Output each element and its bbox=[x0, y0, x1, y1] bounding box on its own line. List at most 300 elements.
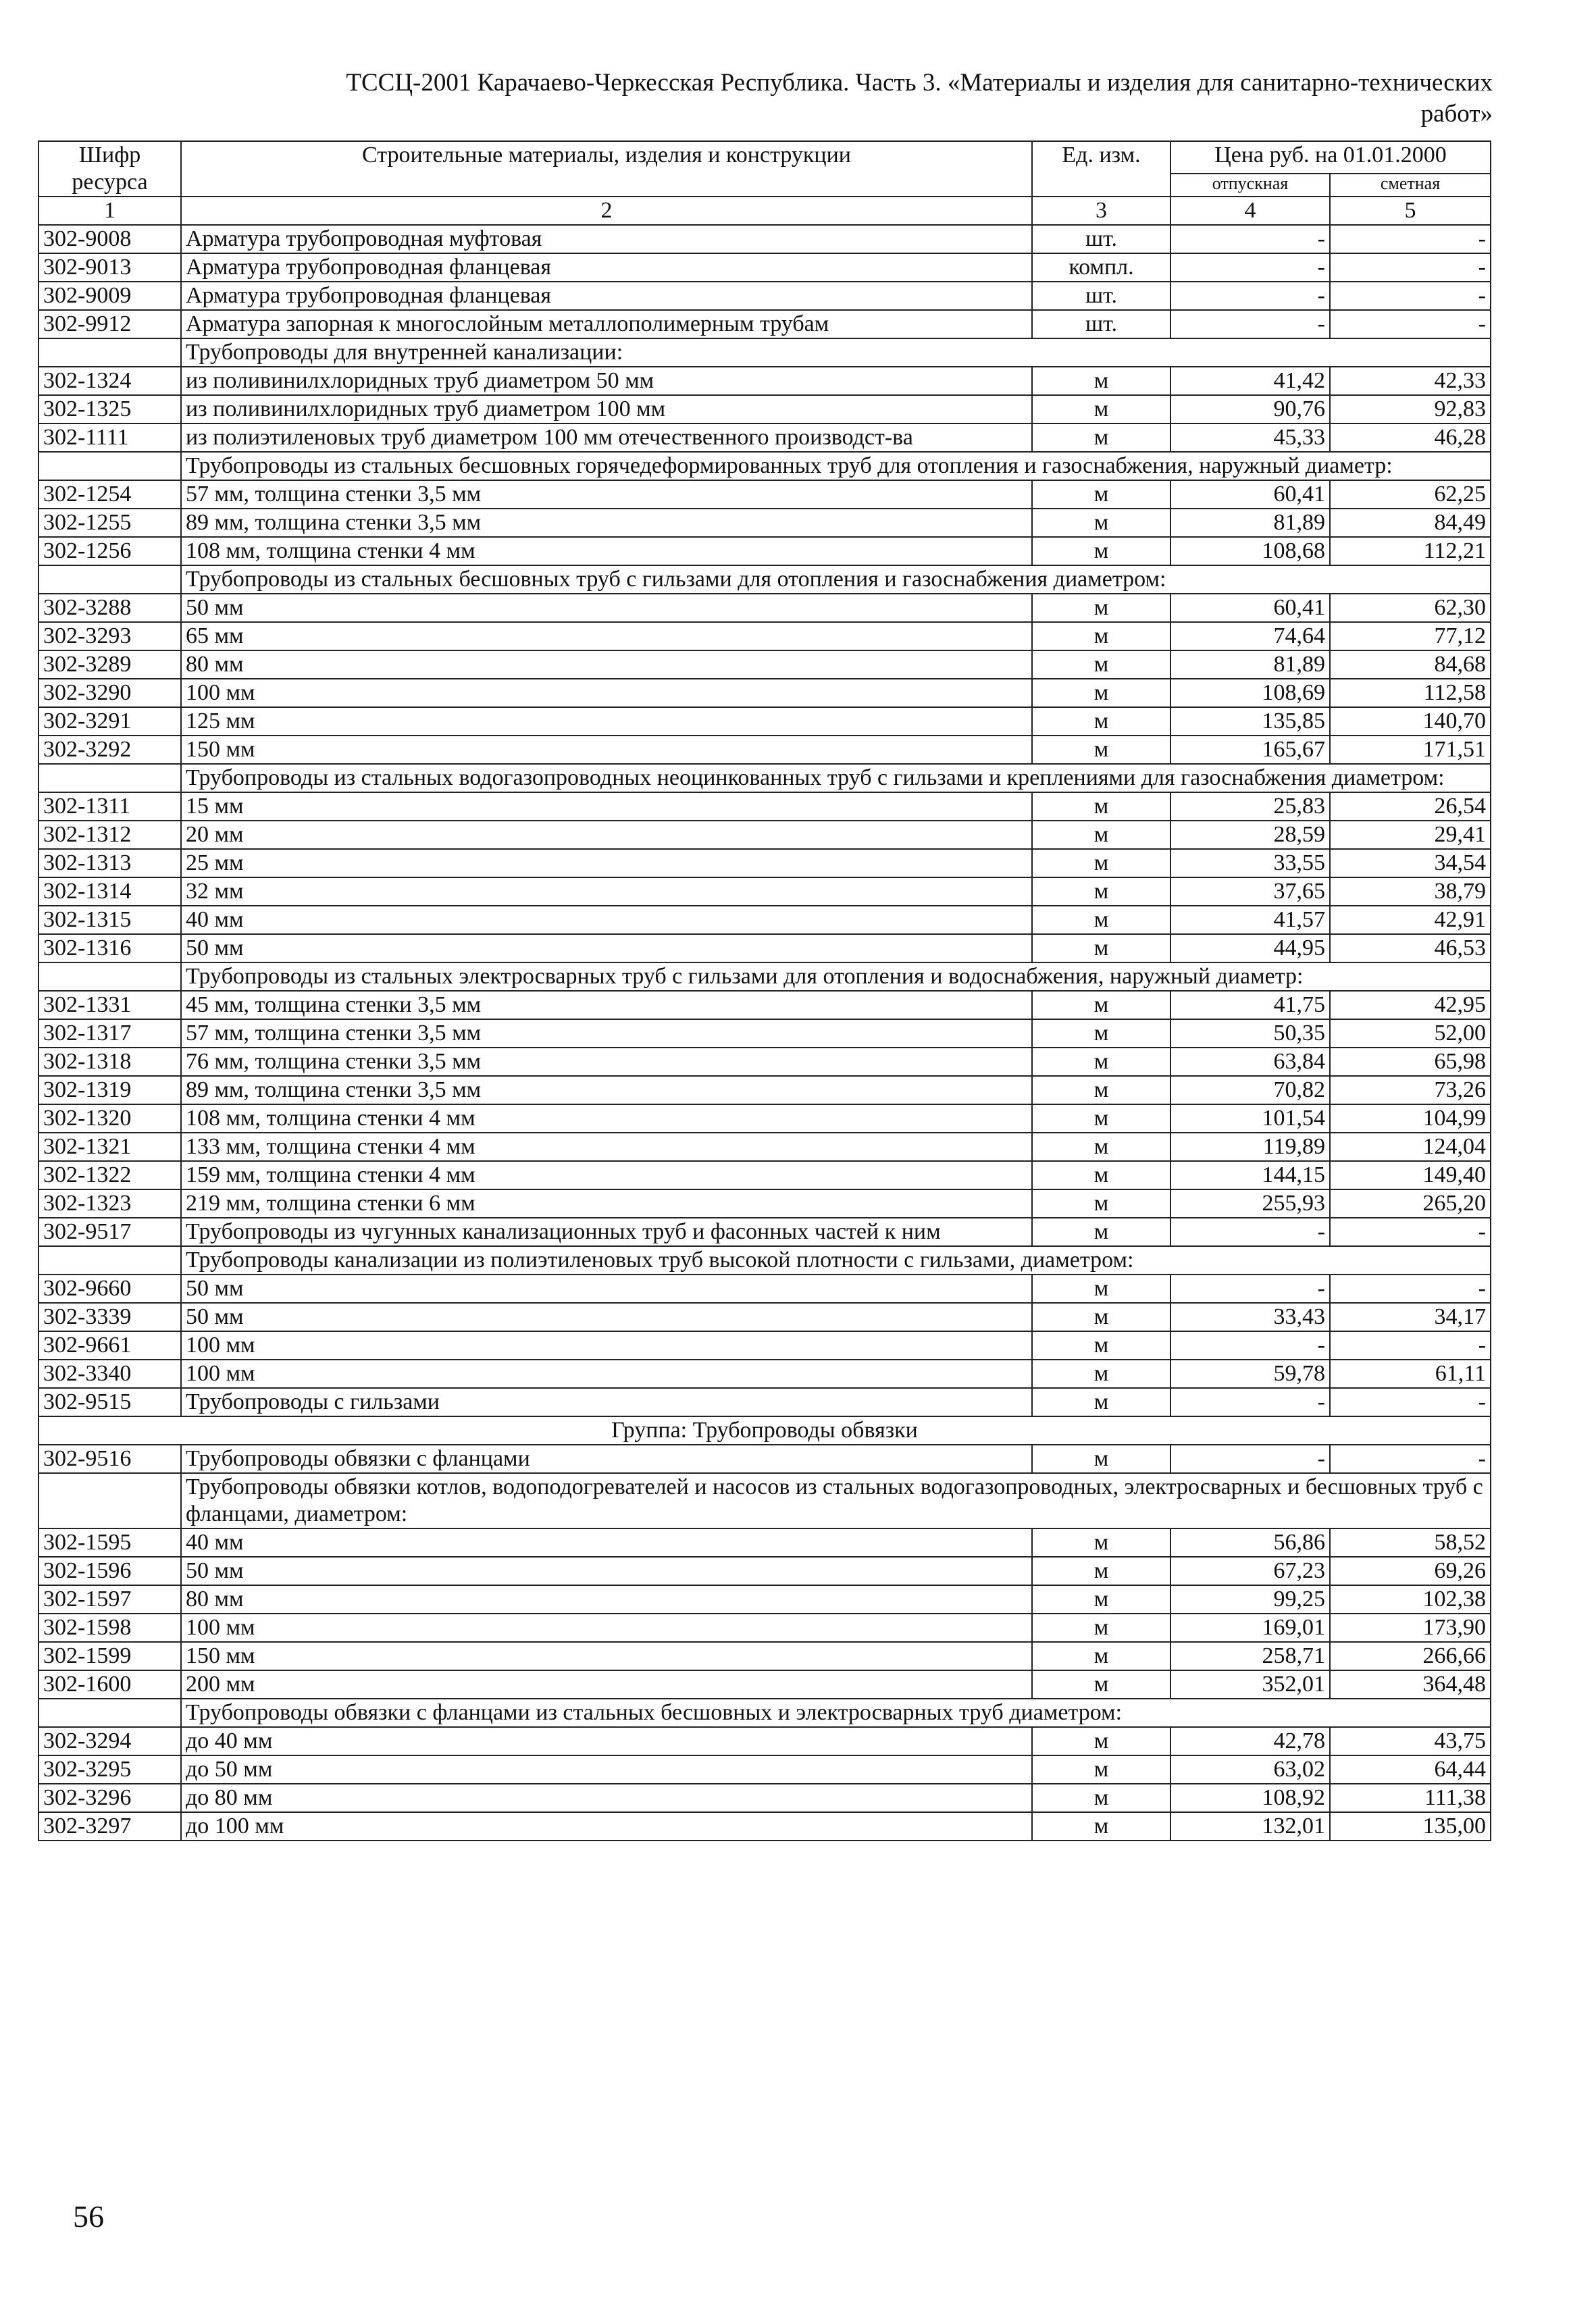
estimate-price: 42,91 bbox=[1330, 906, 1491, 934]
table-row bbox=[38, 1275, 1491, 1303]
header-col-number: 4 bbox=[1170, 197, 1330, 225]
material-name: 80 мм bbox=[181, 1585, 1032, 1614]
table-row bbox=[38, 1161, 1491, 1189]
table-row bbox=[38, 877, 1491, 906]
unit: м bbox=[1032, 821, 1170, 849]
group-row bbox=[38, 1416, 1491, 1445]
release-price: 63,84 bbox=[1170, 1048, 1330, 1076]
release-price: 67,23 bbox=[1170, 1557, 1330, 1585]
table-row bbox=[38, 1812, 1491, 1841]
material-name: до 80 мм bbox=[181, 1784, 1032, 1812]
unit: м bbox=[1032, 594, 1170, 622]
resource-code: 302-1318 bbox=[38, 1048, 181, 1076]
table-row bbox=[38, 650, 1491, 679]
material-name: 50 мм bbox=[181, 594, 1032, 622]
page-title bbox=[41, 68, 1493, 130]
unit: м bbox=[1032, 480, 1170, 509]
release-price: 60,41 bbox=[1170, 594, 1330, 622]
release-price: 50,35 bbox=[1170, 1019, 1330, 1048]
resource-code: 302-3291 bbox=[38, 707, 181, 736]
unit: м bbox=[1032, 1528, 1170, 1557]
unit: м bbox=[1032, 877, 1170, 906]
unit: шт. bbox=[1032, 310, 1170, 338]
estimate-price: - bbox=[1330, 282, 1491, 310]
table-row bbox=[38, 792, 1491, 821]
section-title: Трубопроводы канализации из полиэтиленовых труб высокой плотности с гильзами, диаметром: bbox=[181, 1246, 1491, 1275]
resource-code: 302-9660 bbox=[38, 1275, 181, 1303]
resource-code: 302-1595 bbox=[38, 1528, 181, 1557]
resource-code: 302-3296 bbox=[38, 1784, 181, 1812]
table-row bbox=[38, 1133, 1491, 1161]
estimate-price: 84,49 bbox=[1330, 509, 1491, 537]
resource-code: 302-1598 bbox=[38, 1614, 181, 1642]
unit: шт. bbox=[1032, 282, 1170, 310]
estimate-price: 65,98 bbox=[1330, 1048, 1491, 1076]
material-name: Арматура запорная к многослойным металлополимерным трубам bbox=[181, 310, 1032, 338]
table-row bbox=[38, 736, 1491, 764]
material-name: 200 мм bbox=[181, 1670, 1032, 1699]
table-row bbox=[38, 423, 1491, 452]
header-release: отпускная bbox=[1170, 174, 1330, 197]
unit: м bbox=[1032, 1331, 1170, 1360]
estimate-price: 149,40 bbox=[1330, 1161, 1491, 1189]
resource-code: 302-3288 bbox=[38, 594, 181, 622]
estimate-price: 42,33 bbox=[1330, 367, 1491, 395]
unit: м bbox=[1032, 509, 1170, 537]
estimate-price: 43,75 bbox=[1330, 1727, 1491, 1755]
section-code-cell bbox=[38, 338, 181, 367]
resource-code: 302-1256 bbox=[38, 537, 181, 565]
material-name: из полиэтиленовых труб диаметром 100 мм отечественного производст-ва bbox=[181, 423, 1032, 452]
table-row bbox=[38, 1445, 1491, 1473]
table-row bbox=[38, 225, 1491, 253]
material-name: 219 мм, толщина стенки 6 мм bbox=[181, 1189, 1032, 1218]
estimate-price: 84,68 bbox=[1330, 650, 1491, 679]
material-name: 159 мм, толщина стенки 4 мм bbox=[181, 1161, 1032, 1189]
resource-code: 302-1255 bbox=[38, 509, 181, 537]
section-row bbox=[38, 764, 1491, 792]
release-price: - bbox=[1170, 1218, 1330, 1246]
unit: м bbox=[1032, 991, 1170, 1019]
estimate-price: 46,28 bbox=[1330, 423, 1491, 452]
material-name: 40 мм bbox=[181, 906, 1032, 934]
unit: м bbox=[1032, 1642, 1170, 1670]
resource-code: 302-1316 bbox=[38, 934, 181, 962]
resource-code: 302-3340 bbox=[38, 1360, 181, 1388]
release-price: 101,54 bbox=[1170, 1104, 1330, 1133]
material-name: Арматура трубопроводная фланцевая bbox=[181, 253, 1032, 282]
unit: м bbox=[1032, 537, 1170, 565]
unit: м bbox=[1032, 1360, 1170, 1388]
resource-code: 302-1311 bbox=[38, 792, 181, 821]
resource-code: 302-1323 bbox=[38, 1189, 181, 1218]
material-name: Арматура трубопроводная фланцевая bbox=[181, 282, 1032, 310]
table-row bbox=[38, 1360, 1491, 1388]
title-line-1: ТССЦ-2001 Карачаево-Черкесская Республика. Часть 3. «Материалы и изделия для санитарно-технических bbox=[346, 69, 1493, 97]
release-price: 81,89 bbox=[1170, 650, 1330, 679]
unit: м bbox=[1032, 1585, 1170, 1614]
unit: м bbox=[1032, 934, 1170, 962]
estimate-price: 34,54 bbox=[1330, 849, 1491, 877]
resource-code: 302-1254 bbox=[38, 480, 181, 509]
resource-code: 302-9013 bbox=[38, 253, 181, 282]
estimate-price: - bbox=[1330, 253, 1491, 282]
material-name: 100 мм bbox=[181, 1331, 1032, 1360]
page-number: 56 bbox=[73, 2199, 104, 2234]
estimate-price: 62,30 bbox=[1330, 594, 1491, 622]
material-name: Трубопроводы обвязки с фланцами bbox=[181, 1445, 1032, 1473]
table-row bbox=[38, 594, 1491, 622]
material-name: 57 мм, толщина стенки 3,5 мм bbox=[181, 480, 1032, 509]
resource-code: 302-1319 bbox=[38, 1076, 181, 1104]
unit: м bbox=[1032, 1104, 1170, 1133]
release-price: 99,25 bbox=[1170, 1585, 1330, 1614]
section-title: Трубопроводы из стальных бесшовных труб с гильзами для отопления и газоснабжения диаметром: bbox=[181, 565, 1491, 594]
material-name: 108 мм, толщина стенки 4 мм bbox=[181, 537, 1032, 565]
estimate-price: 364,48 bbox=[1330, 1670, 1491, 1699]
header-col-number: 5 bbox=[1330, 197, 1491, 225]
resource-code: 302-1596 bbox=[38, 1557, 181, 1585]
table-row bbox=[38, 480, 1491, 509]
unit: м bbox=[1032, 1218, 1170, 1246]
material-name: из поливинилхлоридных труб диаметром 100 мм bbox=[181, 395, 1032, 423]
resource-code: 302-1320 bbox=[38, 1104, 181, 1133]
release-price: 28,59 bbox=[1170, 821, 1330, 849]
estimate-price: 69,26 bbox=[1330, 1557, 1491, 1585]
table-row bbox=[38, 537, 1491, 565]
section-row bbox=[38, 1473, 1491, 1528]
release-price: - bbox=[1170, 310, 1330, 338]
table-row bbox=[38, 310, 1491, 338]
resource-code: 302-3292 bbox=[38, 736, 181, 764]
release-price: 169,01 bbox=[1170, 1614, 1330, 1642]
table-row bbox=[38, 1670, 1491, 1699]
estimate-price: 52,00 bbox=[1330, 1019, 1491, 1048]
estimate-price: 34,17 bbox=[1330, 1303, 1491, 1331]
release-price: 119,89 bbox=[1170, 1133, 1330, 1161]
release-price: 56,86 bbox=[1170, 1528, 1330, 1557]
unit: м bbox=[1032, 1388, 1170, 1416]
section-code-cell bbox=[38, 1473, 181, 1528]
release-price: 70,82 bbox=[1170, 1076, 1330, 1104]
estimate-price: 173,90 bbox=[1330, 1614, 1491, 1642]
material-name: 133 мм, толщина стенки 4 мм bbox=[181, 1133, 1032, 1161]
header-estimate: сметная bbox=[1330, 174, 1491, 197]
price-table bbox=[38, 140, 1491, 1841]
release-price: 33,43 bbox=[1170, 1303, 1330, 1331]
material-name: 50 мм bbox=[181, 934, 1032, 962]
resource-code: 302-1111 bbox=[38, 423, 181, 452]
table-row bbox=[38, 821, 1491, 849]
estimate-price: 58,52 bbox=[1330, 1528, 1491, 1557]
table-row bbox=[38, 679, 1491, 707]
unit: м bbox=[1032, 395, 1170, 423]
table-row bbox=[38, 1388, 1491, 1416]
resource-code: 302-9661 bbox=[38, 1331, 181, 1360]
section-code-cell bbox=[38, 452, 181, 480]
section-code-cell bbox=[38, 1699, 181, 1727]
unit: м bbox=[1032, 1755, 1170, 1784]
unit: м bbox=[1032, 367, 1170, 395]
material-name: 40 мм bbox=[181, 1528, 1032, 1557]
group-title: Группа: Трубопроводы обвязки bbox=[38, 1416, 1491, 1445]
release-price: 33,55 bbox=[1170, 849, 1330, 877]
material-name: 80 мм bbox=[181, 650, 1032, 679]
header-col-number: 1 bbox=[38, 197, 181, 225]
unit: м bbox=[1032, 1557, 1170, 1585]
resource-code: 302-1312 bbox=[38, 821, 181, 849]
unit: м bbox=[1032, 1133, 1170, 1161]
resource-code: 302-1331 bbox=[38, 991, 181, 1019]
material-name: 15 мм bbox=[181, 792, 1032, 821]
resource-code: 302-1325 bbox=[38, 395, 181, 423]
material-name: Арматура трубопроводная муфтовая bbox=[181, 225, 1032, 253]
unit: м bbox=[1032, 650, 1170, 679]
material-name: 50 мм bbox=[181, 1275, 1032, 1303]
release-price: 135,85 bbox=[1170, 707, 1330, 736]
section-code-cell bbox=[38, 565, 181, 594]
estimate-price: - bbox=[1330, 1218, 1491, 1246]
material-name: 125 мм bbox=[181, 707, 1032, 736]
release-price: 63,02 bbox=[1170, 1755, 1330, 1784]
release-price: 258,71 bbox=[1170, 1642, 1330, 1670]
header-unit: Ед. изм. bbox=[1032, 141, 1170, 197]
material-name: 65 мм bbox=[181, 622, 1032, 650]
release-price: 352,01 bbox=[1170, 1670, 1330, 1699]
estimate-price: - bbox=[1330, 1445, 1491, 1473]
section-row bbox=[38, 1699, 1491, 1727]
section-code-cell bbox=[38, 1246, 181, 1275]
release-price: 60,41 bbox=[1170, 480, 1330, 509]
estimate-price: 112,21 bbox=[1330, 537, 1491, 565]
table-row bbox=[38, 1331, 1491, 1360]
table-header bbox=[38, 141, 1491, 225]
section-code-cell bbox=[38, 764, 181, 792]
material-name: 50 мм bbox=[181, 1303, 1032, 1331]
section-title: Трубопроводы для внутренней канализации: bbox=[181, 338, 1491, 367]
estimate-price: 92,83 bbox=[1330, 395, 1491, 423]
table-row bbox=[38, 1303, 1491, 1331]
material-name: 100 мм bbox=[181, 1614, 1032, 1642]
table-row bbox=[38, 1019, 1491, 1048]
release-price: 41,42 bbox=[1170, 367, 1330, 395]
table-row bbox=[38, 849, 1491, 877]
resource-code: 302-3289 bbox=[38, 650, 181, 679]
table-row bbox=[38, 1784, 1491, 1812]
estimate-price: 26,54 bbox=[1330, 792, 1491, 821]
header-price: Цена руб. на 01.01.2000 bbox=[1170, 141, 1491, 174]
resource-code: 302-1322 bbox=[38, 1161, 181, 1189]
resource-code: 302-1597 bbox=[38, 1585, 181, 1614]
release-price: 108,69 bbox=[1170, 679, 1330, 707]
material-name: 50 мм bbox=[181, 1557, 1032, 1585]
resource-code: 302-9009 bbox=[38, 282, 181, 310]
resource-code: 302-3295 bbox=[38, 1755, 181, 1784]
unit: м bbox=[1032, 1784, 1170, 1812]
release-price: 108,92 bbox=[1170, 1784, 1330, 1812]
resource-code: 302-1317 bbox=[38, 1019, 181, 1048]
estimate-price: 124,04 bbox=[1330, 1133, 1491, 1161]
section-title: Трубопроводы из стальных бесшовных горячедеформированных труб для отопления и газоснабжения, наружный диаметр: bbox=[181, 452, 1491, 480]
release-price: - bbox=[1170, 1445, 1330, 1473]
estimate-price: 171,51 bbox=[1330, 736, 1491, 764]
material-name: 100 мм bbox=[181, 679, 1032, 707]
resource-code: 302-3293 bbox=[38, 622, 181, 650]
material-name: Трубопроводы из чугунных канализационных труб и фасонных частей к ним bbox=[181, 1218, 1032, 1246]
resource-code: 302-3294 bbox=[38, 1727, 181, 1755]
release-price: - bbox=[1170, 225, 1330, 253]
release-price: - bbox=[1170, 253, 1330, 282]
material-name: до 100 мм bbox=[181, 1812, 1032, 1841]
resource-code: 302-9912 bbox=[38, 310, 181, 338]
release-price: 74,64 bbox=[1170, 622, 1330, 650]
estimate-price: 112,58 bbox=[1330, 679, 1491, 707]
release-price: 25,83 bbox=[1170, 792, 1330, 821]
section-title: Трубопроводы из стальных электросварных труб с гильзами для отопления и водоснабжения, наружный диаметр: bbox=[181, 962, 1491, 991]
table-row bbox=[38, 622, 1491, 650]
section-row bbox=[38, 962, 1491, 991]
section-row bbox=[38, 452, 1491, 480]
estimate-price: 38,79 bbox=[1330, 877, 1491, 906]
release-price: 108,68 bbox=[1170, 537, 1330, 565]
unit: м bbox=[1032, 622, 1170, 650]
resource-code: 302-3339 bbox=[38, 1303, 181, 1331]
unit: м bbox=[1032, 1019, 1170, 1048]
estimate-price: 64,44 bbox=[1330, 1755, 1491, 1784]
resource-code: 302-1599 bbox=[38, 1642, 181, 1670]
release-price: 59,78 bbox=[1170, 1360, 1330, 1388]
material-name: 76 мм, толщина стенки 3,5 мм bbox=[181, 1048, 1032, 1076]
unit: м bbox=[1032, 1275, 1170, 1303]
release-price: 165,67 bbox=[1170, 736, 1330, 764]
resource-code: 302-1600 bbox=[38, 1670, 181, 1699]
resource-code: 302-1321 bbox=[38, 1133, 181, 1161]
estimate-price: 61,11 bbox=[1330, 1360, 1491, 1388]
estimate-price: 42,95 bbox=[1330, 991, 1491, 1019]
section-row bbox=[38, 565, 1491, 594]
table-row bbox=[38, 991, 1491, 1019]
unit: м bbox=[1032, 736, 1170, 764]
release-price: 144,15 bbox=[1170, 1161, 1330, 1189]
release-price: 45,33 bbox=[1170, 423, 1330, 452]
material-name: 57 мм, толщина стенки 3,5 мм bbox=[181, 1019, 1032, 1048]
estimate-price: 266,66 bbox=[1330, 1642, 1491, 1670]
material-name: 32 мм bbox=[181, 877, 1032, 906]
material-name: 25 мм bbox=[181, 849, 1032, 877]
header-name: Строительные материалы, изделия и конструкции bbox=[181, 141, 1032, 197]
release-price: 255,93 bbox=[1170, 1189, 1330, 1218]
table-row bbox=[38, 707, 1491, 736]
release-price: - bbox=[1170, 1275, 1330, 1303]
unit: м bbox=[1032, 679, 1170, 707]
release-price: 37,65 bbox=[1170, 877, 1330, 906]
release-price: 81,89 bbox=[1170, 509, 1330, 537]
unit: шт. bbox=[1032, 225, 1170, 253]
resource-code: 302-9515 bbox=[38, 1388, 181, 1416]
section-title: Трубопроводы обвязки с фланцами из стальных бесшовных и электросварных труб диаметром: bbox=[181, 1699, 1491, 1727]
release-price: 41,75 bbox=[1170, 991, 1330, 1019]
estimate-price: - bbox=[1330, 1275, 1491, 1303]
section-code-cell bbox=[38, 962, 181, 991]
unit: м bbox=[1032, 423, 1170, 452]
release-price: 132,01 bbox=[1170, 1812, 1330, 1841]
table-row bbox=[38, 395, 1491, 423]
table-row bbox=[38, 934, 1491, 962]
estimate-price: - bbox=[1330, 1388, 1491, 1416]
material-name: 89 мм, толщина стенки 3,5 мм bbox=[181, 509, 1032, 537]
resource-code: 302-3297 bbox=[38, 1812, 181, 1841]
release-price: 42,78 bbox=[1170, 1727, 1330, 1755]
resource-code: 302-1314 bbox=[38, 877, 181, 906]
section-row bbox=[38, 338, 1491, 367]
resource-code: 302-1324 bbox=[38, 367, 181, 395]
table-row bbox=[38, 1614, 1491, 1642]
unit: м bbox=[1032, 1189, 1170, 1218]
material-name: 108 мм, толщина стенки 4 мм bbox=[181, 1104, 1032, 1133]
release-price: 90,76 bbox=[1170, 395, 1330, 423]
table-row bbox=[38, 1104, 1491, 1133]
table-row bbox=[38, 1585, 1491, 1614]
material-name: до 50 мм bbox=[181, 1755, 1032, 1784]
estimate-price: 140,70 bbox=[1330, 707, 1491, 736]
table-row bbox=[38, 1727, 1491, 1755]
table-row bbox=[38, 906, 1491, 934]
unit: м bbox=[1032, 849, 1170, 877]
table-row bbox=[38, 253, 1491, 282]
unit: м bbox=[1032, 1161, 1170, 1189]
resource-code: 302-1313 bbox=[38, 849, 181, 877]
release-price: - bbox=[1170, 1388, 1330, 1416]
resource-code: 302-9517 bbox=[38, 1218, 181, 1246]
release-price: 44,95 bbox=[1170, 934, 1330, 962]
table-row bbox=[38, 1189, 1491, 1218]
resource-code: 302-3290 bbox=[38, 679, 181, 707]
estimate-price: 73,26 bbox=[1330, 1076, 1491, 1104]
estimate-price: - bbox=[1330, 1331, 1491, 1360]
header-col-number: 3 bbox=[1032, 197, 1170, 225]
estimate-price: 102,38 bbox=[1330, 1585, 1491, 1614]
unit: м bbox=[1032, 1445, 1170, 1473]
estimate-price: 111,38 bbox=[1330, 1784, 1491, 1812]
estimate-price: 77,12 bbox=[1330, 622, 1491, 650]
unit: м bbox=[1032, 1048, 1170, 1076]
resource-code: 302-9008 bbox=[38, 225, 181, 253]
resource-code: 302-1315 bbox=[38, 906, 181, 934]
release-price: 41,57 bbox=[1170, 906, 1330, 934]
section-title: Трубопроводы обвязки котлов, водоподогревателей и насосов из стальных водогазопроводных, электросварных и бесшовных труб с фланцами, диаметром: bbox=[181, 1473, 1491, 1528]
table-row bbox=[38, 1218, 1491, 1246]
material-name: 20 мм bbox=[181, 821, 1032, 849]
estimate-price: 135,00 bbox=[1330, 1812, 1491, 1841]
unit: м bbox=[1032, 1303, 1170, 1331]
material-name: 150 мм bbox=[181, 1642, 1032, 1670]
unit: м bbox=[1032, 906, 1170, 934]
unit: м bbox=[1032, 792, 1170, 821]
table-row bbox=[38, 509, 1491, 537]
table-body bbox=[38, 225, 1491, 1841]
unit: м bbox=[1032, 707, 1170, 736]
material-name: 45 мм, толщина стенки 3,5 мм bbox=[181, 991, 1032, 1019]
table-row bbox=[38, 282, 1491, 310]
release-price: - bbox=[1170, 1331, 1330, 1360]
table-row bbox=[38, 1076, 1491, 1104]
table-row bbox=[38, 1557, 1491, 1585]
resource-code: 302-9516 bbox=[38, 1445, 181, 1473]
table-row bbox=[38, 1755, 1491, 1784]
estimate-price: 265,20 bbox=[1330, 1189, 1491, 1218]
table-row bbox=[38, 367, 1491, 395]
material-name: из поливинилхлоридных труб диаметром 50 мм bbox=[181, 367, 1032, 395]
